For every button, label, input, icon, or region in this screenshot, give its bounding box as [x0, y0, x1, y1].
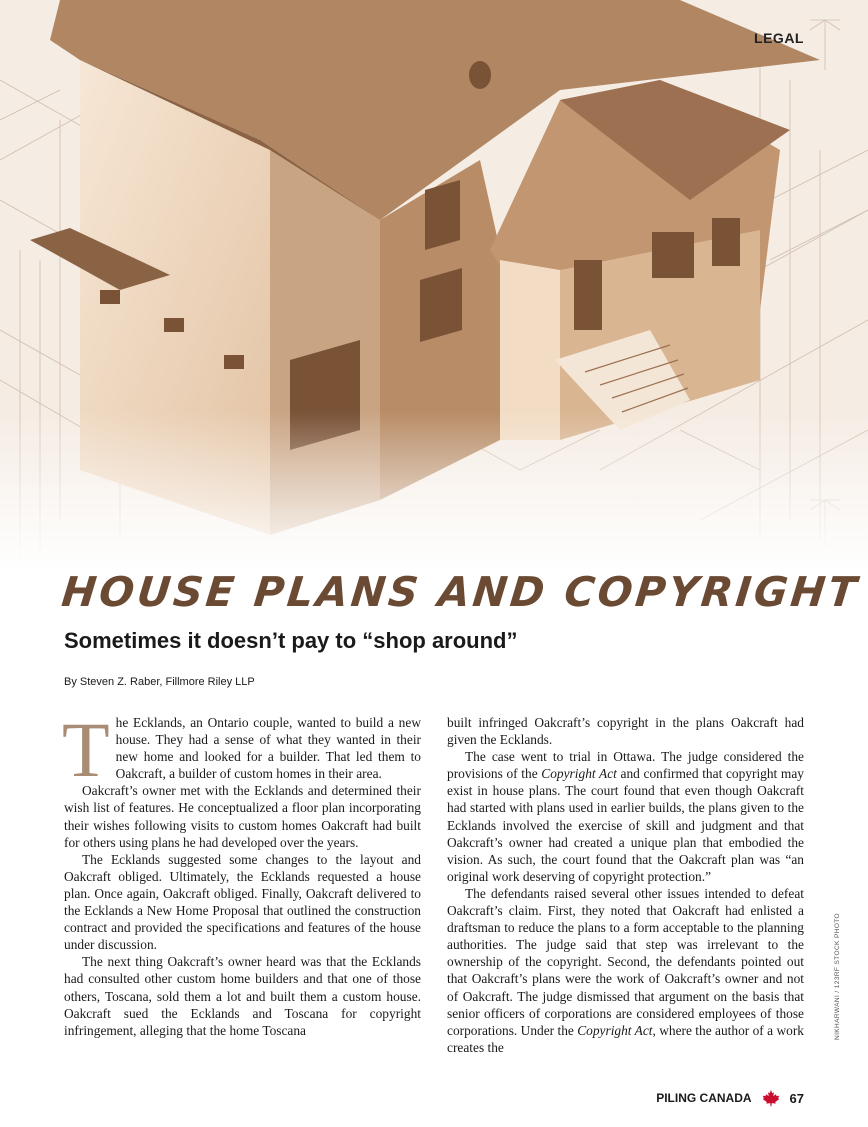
- byline: By Steven Z. Raber, Fillmore Riley LLP: [64, 676, 255, 688]
- paragraph-text: The case went to trial in Ottawa. The judge considered the provisions of the: [447, 749, 804, 782]
- publication-name: PILING CANADA: [656, 1091, 752, 1105]
- paragraph-text: , where the author of a work creates the: [447, 1022, 804, 1055]
- article-column-left: [62, 706, 421, 1039]
- page-footer: [656, 1089, 804, 1107]
- act-title: Copyright Act: [541, 766, 617, 782]
- section-label: LEGAL: [754, 30, 804, 46]
- paragraph: [447, 748, 804, 885]
- paragraph-text: The defendants raised several other issues intended to defeat Oakcraft’s claim. First, they noted that Oakcraft had enlisted a draftsman to reduce the plans to a form acceptable to the planning authorities. The judge said that step was irrelevant to the ownership of the copyright. Second, the defendants pointed out that Oakcraft’s plans were the work of Oakcraft’s owner and not of Oakcraft. The judge dismissed that argument on the basis that senior officers of corporations are considered employees of those corporations. Under the: [447, 885, 804, 1038]
- paragraph: built infringed Oakcraft’s copyright in the plans Oakcraft had given the Ecklands.: [447, 715, 804, 748]
- paragraph-text: and confirmed that copyright may exist in house plans. The court found that even though Oakcraft had started with plans used in earlier builds, the plans given to the Ecklands involved the exercise of skill and judgment and that Oakcraft’s owner had created a unique plan that embodied the vision. As such, the court found that the Oakcraft plan was “an original work deserving of copyright protection.”: [447, 766, 804, 884]
- paragraph-text: he Ecklands, an Ontario couple, wanted to build a new house. They had a sense of what they wanted in their new home and looked for a builder. That led them to Oakcraft, a builder of custom homes in their area.: [115, 715, 421, 782]
- article-column-right: [447, 714, 804, 1056]
- photo-credit: NIKHARWANI / 123RF STOCK PHOTO: [834, 913, 841, 1040]
- maple-leaf-icon: [762, 1089, 780, 1107]
- article-title: HOUSE PLANS AND COPYRIGHT: [59, 568, 862, 616]
- act-title: Copyright Act: [577, 1022, 653, 1038]
- page-number: 67: [789, 1090, 804, 1106]
- article-subtitle: Sometimes it doesn’t pay to “shop around”: [64, 628, 518, 653]
- paragraph: Oakcraft’s owner met with the Ecklands and determined their wish list of features. He conceptualized a floor plan incorporating their wishes following visits to custom homes Oakcraft had built for others using plans he had developed over the years.: [64, 783, 421, 850]
- paragraph: [62, 706, 421, 793]
- drop-cap: T: [62, 706, 110, 793]
- paragraph: The Ecklands suggested some changes to the layout and Oakcraft obliged. Ultimately, the Ecklands requested a house plan. Once again, Oakcraft obliged. Finally, Oakcraft delivered to the Ecklands a New Home Proposal that outlined the construction contract and provided the specifications and features of the house under discussion.: [64, 851, 421, 953]
- paragraph: The next thing Oakcraft’s owner heard was that the Ecklands had consulted other custom home builders and that one of those others, Toscana, sold them a lot and built them a custom house. Oakcraft sued the Ecklands and Toscana for copyright infringement, alleging that the home Toscana: [64, 954, 421, 1038]
- paragraph: [447, 885, 804, 1056]
